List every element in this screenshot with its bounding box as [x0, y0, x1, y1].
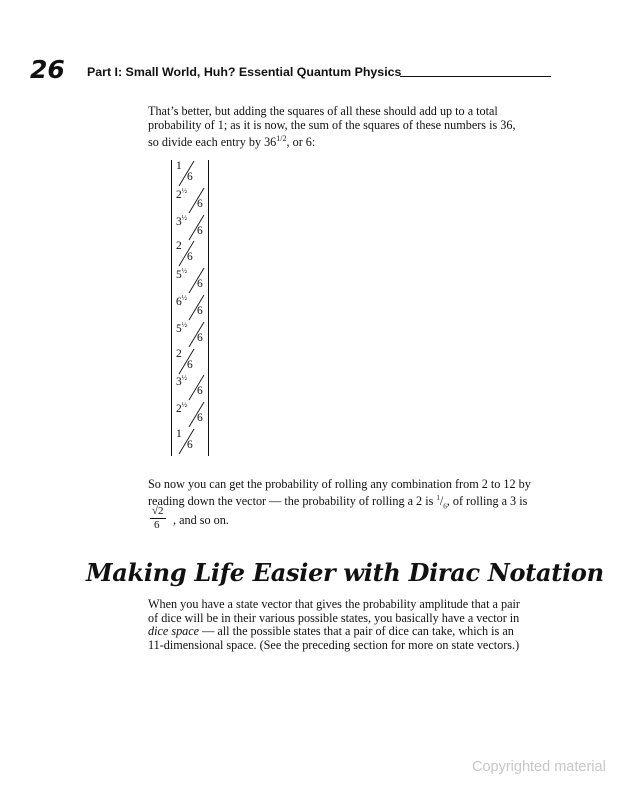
formula-denominator: 6 [154, 519, 160, 531]
running-head: Part I: Small World, Huh? Essential Quantum Physics [87, 65, 402, 79]
sqrt-fraction [148, 505, 170, 531]
entry-denominator: 6 [197, 278, 203, 291]
paragraph-line [148, 492, 568, 514]
formula-tail: , and so on. [173, 513, 229, 527]
entry-denominator: 6 [187, 251, 193, 264]
intro-paragraph [148, 105, 568, 150]
paragraph-line: of dice will be in their various possible states, you basically have a vector in [148, 610, 520, 625]
vector-entry [175, 348, 207, 376]
entry-exponent: ½ [181, 320, 187, 329]
paragraph-line [148, 625, 568, 639]
entry-denominator: 6 [197, 197, 203, 210]
vector-entry [175, 160, 207, 188]
paragraph-line: When you have a state vector that gives the probability amplitude that a pair [148, 597, 520, 611]
header-rule [400, 76, 551, 77]
paragraph-line: So now you can get the probability of rolling any combination from 2 to 12 by [148, 477, 531, 491]
exponent: 1/2 [276, 134, 287, 143]
entry-numerator: $3^{\frac{1}{2}}$ [176, 374, 187, 389]
state-vector [171, 160, 209, 456]
entry-exponent: ½ [181, 401, 187, 410]
page-number: 26 [30, 55, 65, 84]
line-text: so divide each entry by 36 [148, 135, 277, 150]
paragraph-line: 11-dimensional space. (See the preceding section for more on state vectors.) [148, 637, 520, 652]
entry-numerator: $2^{\frac{1}{2}}$ [176, 401, 187, 416]
vector-entry [175, 240, 207, 268]
section-heading: Making Life Easier with Dirac Notation [86, 558, 604, 587]
line-text: — all the possible states that a pair of dice can take, which is an [199, 624, 514, 638]
entry-numerator: 1 [176, 428, 182, 440]
fraction-denominator: 6 [443, 502, 447, 510]
fraction-numerator: 1 [436, 493, 440, 502]
entry-exponent: ½ [181, 374, 187, 383]
paragraph-line: That’s better, but adding the squares of all these should add up to a total [148, 104, 498, 118]
dirac-paragraph [148, 598, 568, 652]
entry-numerator: 2 [176, 240, 182, 253]
entry-numerator: 1 [176, 160, 182, 172]
entry-denominator: 6 [197, 412, 203, 425]
entry-numerator: $6^{\frac{1}{2}}$ [176, 294, 187, 308]
vector-entry [175, 428, 207, 456]
vector-entry [175, 214, 207, 242]
line-text: , or 6: [286, 135, 316, 150]
entry-numerator: $3^{\frac{1}{2}}$ [176, 213, 187, 228]
entry-numerator: $5^{\frac{1}{2}}$ [176, 267, 187, 282]
vector-entry [175, 401, 207, 429]
paragraph-line: probability of 1; as it is now, the sum of the squares of these numbers is 36, [148, 117, 516, 132]
copyright-watermark: Copyrighted material [472, 759, 606, 775]
entry-denominator: 6 [197, 385, 203, 398]
entry-denominator: 6 [187, 358, 193, 371]
formula-numerator: √2 [152, 505, 164, 517]
vector-entry [175, 267, 207, 295]
line-text: reading down the vector — the probability of rolling a 2 is [148, 493, 437, 508]
fraction-slash: / [439, 493, 444, 508]
entry-denominator: 6 [187, 171, 193, 183]
vector-entry [175, 374, 207, 402]
results-paragraph [148, 478, 568, 514]
line-text: , of rolling a 3 is [446, 493, 528, 508]
italic-term: dice space [148, 624, 200, 638]
vector-entry [175, 294, 207, 322]
entry-exponent: ½ [181, 294, 187, 302]
entry-denominator: 6 [187, 439, 193, 451]
entry-numerator: 2 [176, 347, 182, 360]
paragraph-line [148, 132, 568, 150]
entry-exponent: ½ [181, 186, 187, 195]
entry-numerator: $2^{\frac{1}{2}}$ [176, 186, 187, 201]
entry-denominator: 6 [197, 305, 203, 317]
vector-entry [175, 321, 207, 349]
entry-exponent: ½ [181, 213, 187, 222]
entry-denominator: 6 [197, 331, 203, 344]
entry-numerator: $5^{\frac{1}{2}}$ [176, 320, 187, 335]
vector-entry [175, 187, 207, 215]
entry-exponent: ½ [181, 267, 187, 276]
entry-denominator: 6 [197, 224, 203, 237]
